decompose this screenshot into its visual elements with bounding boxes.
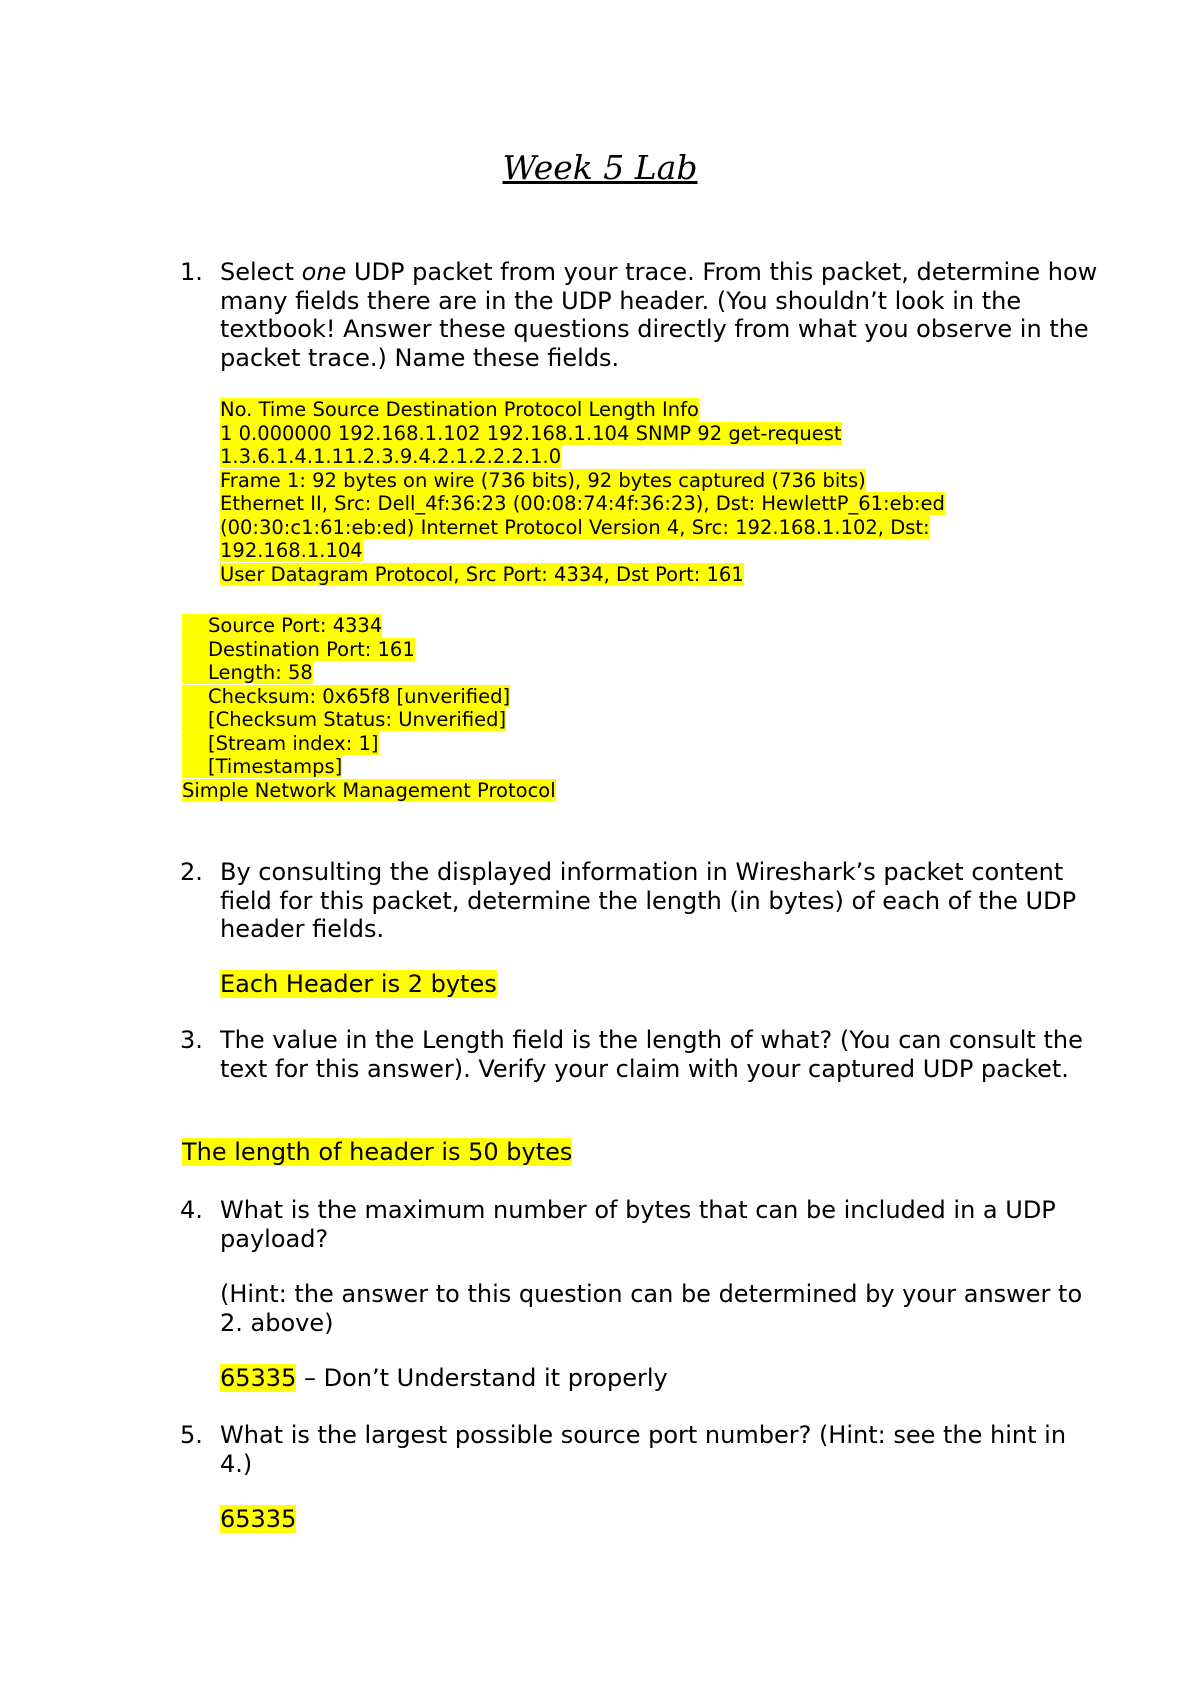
udp-field: [Timestamps] (182, 755, 342, 778)
udp-field: Checksum: 0x65f8 [unverified] (182, 685, 510, 708)
q5-answer: 65335 (220, 1505, 297, 1533)
udp-field: Length: 58 (182, 661, 313, 684)
q3-answer: The length of header is 50 bytes (182, 1138, 573, 1166)
udp-field: Destination Port: 161 (182, 638, 415, 661)
q4-number: 4. (180, 1196, 203, 1224)
q3-number: 3. (180, 1026, 203, 1054)
q5-text: What is the largest possible source port number? (Hint: see the hint in 4.) (220, 1421, 1067, 1478)
udp-field: Source Port: 4334 (182, 614, 382, 637)
udp-field: [Stream index: 1] (182, 732, 379, 755)
trace-line: No. Time Source Destination Protocol Length Info (220, 398, 699, 421)
q5-number: 5. (180, 1421, 203, 1449)
udp-field-list (182, 614, 556, 802)
q4-answer: 65335 – Don’t Understand it properly (220, 1364, 668, 1392)
q1-number: 1. (180, 258, 203, 286)
q4-hint: (Hint: the answer to this question can be determined by your answer to 2. above) (220, 1280, 1083, 1337)
page-title: Week 5 Lab (502, 148, 698, 187)
q2-number: 2. (180, 858, 203, 886)
trace-line: Frame 1: 92 bytes on wire (736 bits), 92 bytes captured (736 bits) (220, 468, 866, 492)
q2-answer: Each Header is 2 bytes (220, 970, 497, 998)
q3-text: The value in the Length field is the length of what? (You can consult the text for this answer). Verify your claim with your captured UDP packet. (220, 1026, 1083, 1083)
q2-text: By consulting the displayed information in Wireshark’s packet content field for this packet, determine the length (in bytes) of each of the UDP header fields. (220, 858, 1077, 943)
q1-emphasis: one (301, 258, 347, 286)
trace-line: Ethernet II, Src: Dell_4f:36:23 (00:08:74:4f:36:23), Dst: HewlettP_61:eb:ed (00:30:c1:61:eb:ed) Internet Protocol Version 4, Src: 192.168.1.102, Dst: 192.168.1.104 (220, 492, 945, 562)
protocol-footer: Simple Network Management Protocol (182, 778, 556, 802)
trace-line: User Datagram Protocol, Src Port: 4334, Dst Port: 161 (220, 562, 744, 586)
udp-field: [Checksum Status: Unverified] (182, 708, 506, 731)
q1-text: Select one UDP packet from your trace. From this packet, determine how many fields there are in the UDP header. (You shouldn’t look in the textbook! Answer these questions directly from what you observe in the packet trace.) Name these fields. (220, 258, 1098, 372)
trace-line: 1 0.000000 192.168.1.102 192.168.1.104 SNMP 92 get-request 1.3.6.1.4.1.11.2.3.9.4.2.1.2.2.2.1.0 (220, 421, 842, 468)
q4-text: What is the maximum number of bytes that can be included in a UDP payload? (220, 1196, 1056, 1253)
